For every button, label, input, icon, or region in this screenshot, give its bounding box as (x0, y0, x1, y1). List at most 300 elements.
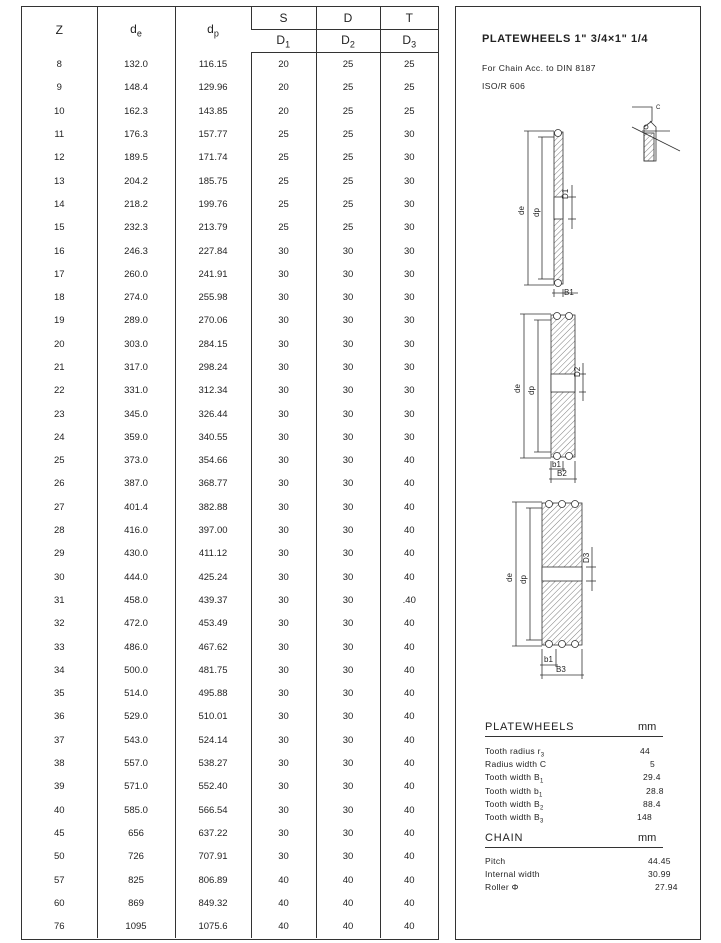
table-row (22, 239, 438, 262)
cell-d1: 30 (251, 729, 316, 752)
cell-z: 38 (53, 758, 65, 770)
cell-dp: 340.55 (175, 426, 251, 449)
label-dp-3: dp (519, 575, 528, 584)
cell-dp: 453.49 (175, 612, 251, 635)
cell-z: 35 (53, 688, 65, 700)
cell-d3: 40 (380, 822, 438, 845)
cell-de: 529.0 (97, 705, 175, 728)
chain-row-label: Internal width (485, 869, 540, 880)
platewheels-row-value: 44 (640, 746, 651, 756)
table-row (22, 426, 438, 449)
platewheels-row-value: 28.8 (646, 785, 664, 796)
label-b1-triple: b1 (544, 655, 553, 664)
table-row (22, 333, 438, 356)
cell-d1: 30 (251, 566, 316, 589)
cell-z: 37 (53, 734, 65, 746)
cell-d2: 30 (316, 822, 380, 845)
cell-dp: 171.74 (175, 146, 251, 169)
cell-d1: 30 (251, 309, 316, 332)
platewheels-row (485, 746, 690, 759)
cell-z: 19 (53, 315, 65, 327)
platewheels-row-label-text: Radius width C (485, 759, 547, 770)
platewheels-row (485, 772, 690, 785)
table-row (22, 263, 438, 286)
tooth-profile-detail (632, 105, 680, 161)
cell-d2: 30 (316, 775, 380, 798)
cell-d2: 30 (316, 379, 380, 402)
table-row (22, 589, 438, 612)
cell-d1: 30 (251, 799, 316, 822)
table-row (22, 635, 438, 658)
cell-dp: 354.66 (175, 449, 251, 472)
platewheels-row-label (485, 772, 544, 785)
table-row (22, 542, 438, 565)
panel-title: PLATEWHEELS 1" 3/4×1" 1/4 (482, 33, 649, 45)
cell-dp: 439.37 (175, 589, 251, 612)
table-row (22, 915, 438, 938)
cell-de: 500.0 (97, 659, 175, 682)
cell-d3: 40 (380, 752, 438, 775)
cell-d2: 25 (316, 53, 380, 77)
cell-d3: 40 (380, 612, 438, 635)
cell-d2: 25 (316, 146, 380, 169)
cell-de: 571.0 (97, 775, 175, 798)
cell-d2: 40 (316, 868, 380, 891)
cell-d1: 25 (251, 193, 316, 216)
cell-d3: 25 (380, 76, 438, 99)
cell-de: 486.0 (97, 635, 175, 658)
cell-d1: 30 (251, 612, 316, 635)
platewheels-row-label (485, 799, 544, 812)
cell-d3: 40 (380, 775, 438, 798)
chain-row (485, 856, 690, 869)
cell-de: 303.0 (97, 333, 175, 356)
cell-z: 24 (53, 431, 65, 443)
cell-dp: 326.44 (175, 402, 251, 425)
table-row (22, 705, 438, 728)
cell-dp: 298.24 (175, 356, 251, 379)
cell-d3: 30 (380, 239, 438, 262)
cell-dp: 312.34 (175, 379, 251, 402)
cell-d1: 30 (251, 496, 316, 519)
cell-d2: 30 (316, 705, 380, 728)
cell-d3: .40 (380, 589, 438, 612)
cell-d3: 30 (380, 263, 438, 286)
cell-d3: 30 (380, 146, 438, 169)
cell-d2: 30 (316, 799, 380, 822)
cell-z: 33 (53, 641, 65, 653)
cell-dp: 552.40 (175, 775, 251, 798)
cell-de: 331.0 (97, 379, 175, 402)
cell-de: 373.0 (97, 449, 175, 472)
cell-z: 14 (53, 198, 65, 210)
platewheels-row (485, 786, 690, 799)
cell-d2: 30 (316, 286, 380, 309)
chain-row-label: Roller Φ (485, 882, 519, 893)
table-row (22, 496, 438, 519)
cell-d1: 30 (251, 542, 316, 565)
cell-de: 204.2 (97, 169, 175, 192)
cell-dp: 538.27 (175, 752, 251, 775)
cell-z: 57 (53, 874, 65, 886)
cell-d3: 40 (380, 542, 438, 565)
cell-z: 50 (53, 851, 65, 863)
cell-d2: 30 (316, 519, 380, 542)
cell-dp: 116.15 (175, 53, 251, 77)
cell-d3: 30 (380, 216, 438, 239)
cell-z: 16 (53, 245, 65, 257)
cell-dp: 284.15 (175, 333, 251, 356)
cell-z: 36 (53, 711, 65, 723)
cell-de: 458.0 (97, 589, 175, 612)
cell-dp: 510.01 (175, 705, 251, 728)
table-row (22, 76, 438, 99)
cell-d1: 30 (251, 659, 316, 682)
table-body (22, 53, 438, 939)
header-d1: $D_1$ (251, 30, 316, 53)
cell-d2: 30 (316, 263, 380, 286)
platewheels-row-label-sub: 3 (539, 818, 544, 825)
header-t: T (380, 7, 438, 30)
cell-d1: 30 (251, 449, 316, 472)
cell-dp: 270.06 (175, 309, 251, 332)
cell-d2: 30 (316, 496, 380, 519)
platewheels-row-value: 29.4 (643, 772, 661, 783)
table-row (22, 216, 438, 239)
cell-dp: 411.12 (175, 542, 251, 565)
platewheels-row-label-text: Tooth width b (485, 785, 539, 796)
cell-de: 387.0 (97, 472, 175, 495)
cell-d2: 30 (316, 239, 380, 262)
cell-z: 26 (53, 478, 65, 490)
cell-d2: 30 (316, 682, 380, 705)
cell-dp: 241.91 (175, 263, 251, 286)
cell-d3: 40 (380, 915, 438, 938)
cell-d2: 30 (316, 426, 380, 449)
cell-dp: 368.77 (175, 472, 251, 495)
cell-de: 317.0 (97, 356, 175, 379)
cell-d1: 30 (251, 472, 316, 495)
cell-d3: 40 (380, 659, 438, 682)
cell-d1: 30 (251, 379, 316, 402)
cell-d2: 25 (316, 100, 380, 123)
table-row (22, 659, 438, 682)
label-d3: D3 (582, 552, 591, 563)
cell-dp: 255.98 (175, 286, 251, 309)
cell-de: 656 (97, 822, 175, 845)
cell-z: 9 (56, 82, 62, 94)
cell-d1: 30 (251, 333, 316, 356)
cell-d3: 40 (380, 566, 438, 589)
table-row (22, 612, 438, 635)
table-row (22, 356, 438, 379)
cell-de: 869 (97, 892, 175, 915)
platewheels-row-label (485, 812, 544, 825)
table-row (22, 566, 438, 589)
cell-d3: 40 (380, 449, 438, 472)
table-row (22, 123, 438, 146)
cell-de: 401.4 (97, 496, 175, 519)
platewheels-row-label-sub: 1 (539, 779, 544, 786)
cell-z: 34 (53, 664, 65, 676)
cell-z: 60 (53, 897, 65, 909)
cell-dp: 213.79 (175, 216, 251, 239)
cell-d3: 40 (380, 845, 438, 868)
cell-d1: 30 (251, 356, 316, 379)
cell-d2: 30 (316, 635, 380, 658)
label-d1: D1 (561, 188, 570, 199)
cell-d1: 30 (251, 822, 316, 845)
cell-d3: 40 (380, 496, 438, 519)
chain-standard: For Chain Acc. to DIN 8187 (482, 63, 596, 73)
cell-dp: 637.22 (175, 822, 251, 845)
table-row (22, 845, 438, 868)
table-row (22, 449, 438, 472)
label-b1-single: B1 (564, 288, 574, 297)
triple-sprocket-drawing (512, 501, 596, 680)
cell-d2: 30 (316, 472, 380, 495)
table-row (22, 519, 438, 542)
cell-d1: 40 (251, 868, 316, 891)
platewheels-row-label-text: Tooth width B (485, 798, 540, 809)
cell-d1: 25 (251, 123, 316, 146)
cell-d2: 40 (316, 915, 380, 938)
table-row (22, 193, 438, 216)
cell-dp: 467.62 (175, 635, 251, 658)
cell-d1: 30 (251, 635, 316, 658)
cell-d1: 30 (251, 286, 316, 309)
cell-d3: 30 (380, 402, 438, 425)
dimension-table (21, 6, 439, 940)
cell-d3: 40 (380, 868, 438, 891)
cell-d1: 30 (251, 239, 316, 262)
iso-standard: ISO/R 606 (482, 81, 526, 91)
cell-de: 260.0 (97, 263, 175, 286)
cell-z: 12 (53, 152, 65, 164)
cell-dp: 495.88 (175, 682, 251, 705)
platewheels-row-label (485, 759, 546, 772)
table-row (22, 286, 438, 309)
cell-d2: 30 (316, 566, 380, 589)
label-de-1: de (517, 206, 526, 215)
cell-d3: 30 (380, 426, 438, 449)
cell-dp: 157.77 (175, 123, 251, 146)
cell-d2: 30 (316, 612, 380, 635)
cell-d1: 30 (251, 426, 316, 449)
cell-z: 76 (53, 921, 65, 933)
cell-d3: 40 (380, 635, 438, 658)
cell-de: 132.0 (97, 53, 175, 77)
label-dp-1: dp (532, 208, 541, 217)
table-row (22, 169, 438, 192)
cell-dp: 199.76 (175, 193, 251, 216)
cell-z: 23 (53, 408, 65, 420)
platewheels-row-label-text: Tooth width B (485, 812, 540, 822)
cell-de: 430.0 (97, 542, 175, 565)
cell-d3: 30 (380, 356, 438, 379)
chain-unit: mm (638, 832, 657, 844)
chain-section-title: CHAIN (485, 832, 524, 844)
table-row (22, 53, 438, 77)
cell-dp: 425.24 (175, 566, 251, 589)
cell-d1: 30 (251, 402, 316, 425)
platewheels-row (485, 799, 690, 812)
cell-d1: 30 (251, 263, 316, 286)
table-row (22, 379, 438, 402)
cell-de: 345.0 (97, 402, 175, 425)
cell-d3: 40 (380, 705, 438, 728)
cell-d3: 30 (380, 333, 438, 356)
cell-d1: 20 (251, 53, 316, 77)
cell-d1: 30 (251, 705, 316, 728)
cell-d3: 25 (380, 53, 438, 77)
cell-dp: 524.14 (175, 729, 251, 752)
table-row (22, 100, 438, 123)
chain-row-value: 27.94 (655, 882, 678, 893)
label-d2: D2 (573, 366, 582, 377)
table-row (22, 729, 438, 752)
cell-d1: 20 (251, 100, 316, 123)
cell-d3: 30 (380, 193, 438, 216)
cell-de: 289.0 (97, 309, 175, 332)
cell-de: 416.0 (97, 519, 175, 542)
cell-d2: 30 (316, 309, 380, 332)
cell-d1: 25 (251, 146, 316, 169)
cell-dp: 397.00 (175, 519, 251, 542)
cell-d2: 30 (316, 542, 380, 565)
cell-z: 30 (53, 571, 65, 583)
cell-z: 13 (53, 175, 65, 187)
cell-dp: 185.75 (175, 169, 251, 192)
table-row (22, 868, 438, 891)
chain-row (485, 869, 690, 882)
cell-d3: 30 (380, 123, 438, 146)
cell-z: 31 (53, 594, 65, 606)
cell-de: 246.3 (97, 239, 175, 262)
chain-divider (485, 847, 663, 848)
table-row (22, 402, 438, 425)
cell-dp: 566.54 (175, 799, 251, 822)
table-row (22, 472, 438, 495)
cell-d1: 30 (251, 519, 316, 542)
label-b2: B2 (557, 469, 567, 478)
cell-de: 557.0 (97, 752, 175, 775)
cell-de: 189.5 (97, 146, 175, 169)
label-de-2: de (513, 384, 522, 393)
cell-d3: 25 (380, 100, 438, 123)
cell-d2: 30 (316, 333, 380, 356)
platewheels-section-title: PLATEWHEELS (485, 721, 575, 733)
platewheels-row-label-text: Tooth width B (485, 772, 540, 783)
cell-d1: 30 (251, 682, 316, 705)
cell-d3: 40 (380, 472, 438, 495)
platewheels-row-label-sub: 1 (539, 792, 543, 799)
cell-d3: 30 (380, 309, 438, 332)
cell-de: 726 (97, 845, 175, 868)
cell-z: 27 (53, 501, 65, 513)
cell-z: 10 (53, 105, 65, 117)
cell-d1: 30 (251, 845, 316, 868)
label-b3: B3 (556, 665, 566, 674)
cell-z: 8 (56, 58, 62, 70)
header-d: D (316, 7, 380, 30)
cell-d2: 25 (316, 216, 380, 239)
cell-dp: 849.32 (175, 892, 251, 915)
platewheels-row-label-text: Tooth radius r (485, 746, 541, 756)
cell-d2: 30 (316, 729, 380, 752)
platewheels-row (485, 812, 690, 825)
cell-d2: 30 (316, 356, 380, 379)
cell-z: 40 (53, 804, 65, 816)
label-dp-2: dp (527, 386, 536, 395)
cell-d1: 25 (251, 169, 316, 192)
table-row (22, 146, 438, 169)
cell-d1: 30 (251, 589, 316, 612)
platewheels-row-label (485, 746, 544, 759)
header-dp: $d_p$ (175, 7, 251, 53)
cell-de: 218.2 (97, 193, 175, 216)
chain-row (485, 882, 690, 895)
cell-d1: 30 (251, 775, 316, 798)
cell-z: 39 (53, 781, 65, 793)
cell-d2: 30 (316, 659, 380, 682)
cell-z: 21 (53, 362, 65, 373)
cell-de: 232.3 (97, 216, 175, 239)
cell-dp: 143.85 (175, 100, 251, 123)
cell-d2: 25 (316, 123, 380, 146)
platewheels-row-label-sub: 2 (539, 805, 544, 812)
cell-d1: 30 (251, 752, 316, 775)
sprocket-drawings (456, 7, 702, 707)
double-sprocket-drawing (520, 313, 586, 484)
label-b1-double: b1 (552, 460, 561, 469)
cell-dp: 1075.6 (175, 915, 251, 938)
cell-de: 444.0 (97, 566, 175, 589)
platewheels-row (485, 759, 690, 772)
cell-z: 25 (53, 455, 65, 467)
cell-d1: 40 (251, 915, 316, 938)
cell-d3: 30 (380, 379, 438, 402)
platewheels-row-value: 148 (637, 812, 653, 822)
cell-z: 45 (53, 827, 65, 839)
cell-d1: 25 (251, 216, 316, 239)
cell-de: 148.4 (97, 76, 175, 99)
platewheels-row-value: 5 (650, 759, 656, 770)
header-de: $d_e$ (97, 7, 175, 53)
platewheels-divider (485, 736, 663, 737)
cell-z: 20 (53, 338, 65, 350)
cell-d2: 30 (316, 589, 380, 612)
cell-d2: 30 (316, 845, 380, 868)
platewheels-unit: mm (638, 721, 657, 733)
cell-de: 162.3 (97, 100, 175, 123)
cell-d2: 30 (316, 402, 380, 425)
cell-dp: 129.96 (175, 76, 251, 99)
table-row (22, 682, 438, 705)
table-row (22, 752, 438, 775)
label-c: C (656, 105, 661, 111)
chain-row-label: Pitch (485, 856, 506, 866)
cell-dp: 707.91 (175, 845, 251, 868)
table-row (22, 799, 438, 822)
cell-d2: 25 (316, 193, 380, 216)
header-d3: $D_3$ (380, 30, 438, 53)
cell-z: 18 (53, 292, 65, 304)
cell-de: 543.0 (97, 729, 175, 752)
cell-de: 585.0 (97, 799, 175, 822)
platewheels-row-label (485, 786, 543, 799)
cell-z: 32 (53, 618, 65, 630)
